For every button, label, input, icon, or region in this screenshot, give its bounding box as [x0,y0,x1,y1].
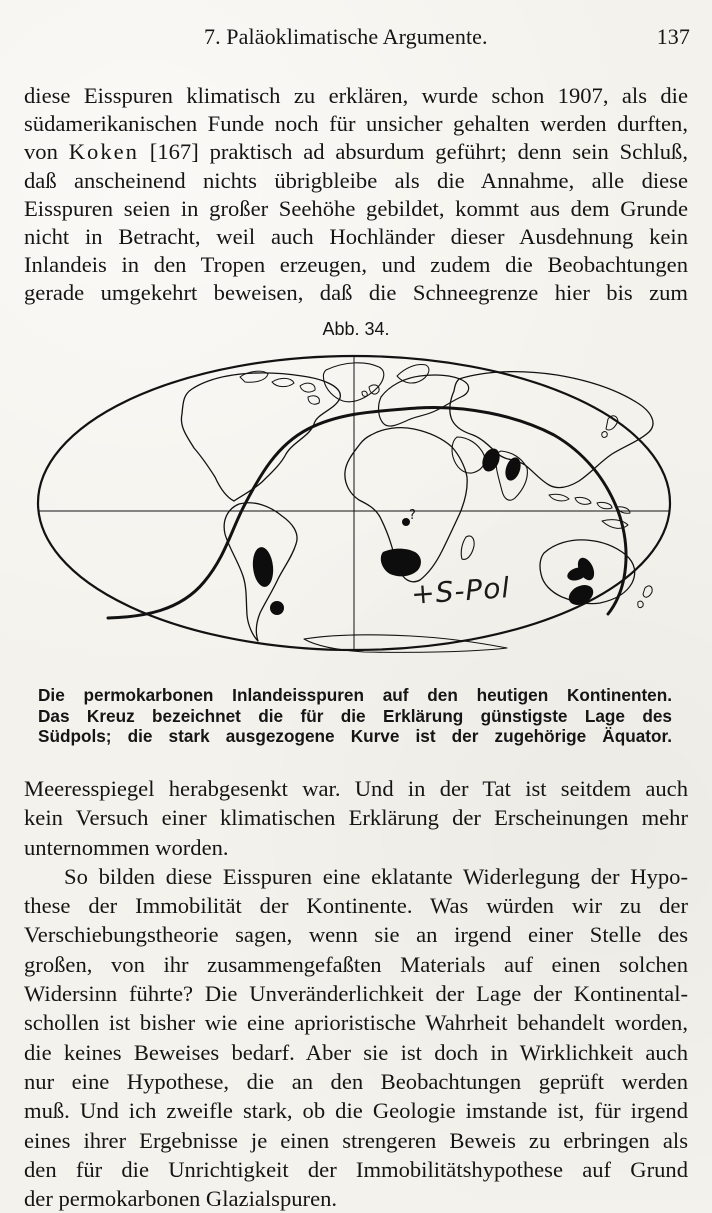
caption-line: Südpols; die stark ausgezogene Kurve ist der zugehörige Äquator. [38,726,672,746]
world-map-figure [34,353,674,653]
glacial-deposit-south-america [251,546,275,588]
caption-line: Das Kreuz bezeichnet die für die Erklärung günstigste Lage des [38,705,672,726]
text-line: die keines Beweises bedarf. Aber sie ist doch in Wirklichkeit auch [24,1039,688,1065]
japan-outline [602,416,618,438]
figure-caption [38,685,672,747]
permian-equator-curve [108,407,626,618]
text-line: Meeresspiegel herabgesenkt war. Und in der Tat ist seitdem auch [24,776,688,801]
text-line: nur eine Hypothese, die an den Beobachtungen geprüft werden [24,1068,688,1094]
europe-outline [379,375,469,426]
chapter-title: 7. Paläoklimatische Argumente. [204,24,488,49]
glacial-deposit-south-africa [381,549,421,577]
caption-line: Die permokarbonen Inlandeisspuren auf den heutigen Kontinenten. [38,685,672,705]
mollweide-world-map [34,353,674,653]
text-line: kein Versuch einer klimatischen Erklärung der Erscheinungen mehr [24,805,688,831]
text-line: unternommen worden. [24,834,229,860]
glacial-deposit-falklands [270,601,284,615]
text-line: den für die Unrichtigkeit der Immobilitätshypothese auf Grund [24,1156,688,1182]
text-fragment: praktisch ad absurdum geführt; denn sein Schluß, [209,139,688,165]
text-line: So bilden diese Eisspuren eine eklatante Widerlegung der Hypo- [64,863,688,889]
question-mark-label: ? [409,508,416,523]
north-america-outline [181,373,340,501]
text-line: gerade umgekehrt beweisen, daß die Schneegrenze hier bis zum [24,280,688,306]
page-header [24,24,690,56]
glacial-deposit-india-west [479,446,503,474]
arabia-outline [452,437,485,473]
text-line: südamerikanischen Funde noch für unsicher gehalten werden durften, [24,111,688,137]
british-isles-outline [362,385,379,396]
text-line: der permokarbonen Glazialspuren. [24,1186,338,1212]
text-line: schollen ist bisher wie eine aprioristische Wahrheit behandelt worden, [24,1010,688,1036]
madagascar-outline [461,536,474,559]
scandinavia-outline [397,365,429,383]
text-line: großen, von ihr zusammengefaßten Materials auf einen solchen [24,951,688,977]
text-line [24,138,688,166]
text-line: Widersinn führte? Die Unveränderlichkeit der Lage der Kontinental- [24,981,688,1007]
new-zealand-outline [638,586,652,608]
text-line: Inlandeis in den Tropen erzeugen, und zudem die Beobachtungen [24,252,688,278]
text-line: nicht in Betracht, weil auch Hochländer dieser Ausdehnung kein [24,224,688,250]
south-pole-annotation: +S-Pol [410,571,512,611]
intro-paragraph [24,82,688,308]
text-line: eines ihrer Ergebnisse je einen strengeren Beweis zu erbringen als [24,1127,688,1153]
text-line: Verschiebungstheorie sagen, wenn sie an irgend einer Stelle des [24,922,688,948]
main-paragraphs [24,774,688,1213]
text-line: diese Eisspuren klimatisch zu erklären, wurde schon 1907, als die [24,83,688,108]
reference-number: [167] [138,139,210,165]
text-line: daß anscheinend nichts übrigbleibe als die Annahme, alle diese [24,167,688,193]
author-name: Koken [68,139,139,165]
page-number: 137 [656,24,690,49]
arctic-islands-outline [240,371,319,404]
text-line: these der Immobilität der Kontinente. Was würden wir zu der [24,893,688,919]
figure-label: Abb. 34. [322,319,390,339]
text-fragment: von [24,139,69,165]
text-line: muß. Und ich zweifle stark, ob die Geologie imstande ist, für irgend [24,1098,688,1124]
text-line: Eisspuren seien in großer Seehöhe gebildet, kommt aus dem Grunde [24,195,688,221]
